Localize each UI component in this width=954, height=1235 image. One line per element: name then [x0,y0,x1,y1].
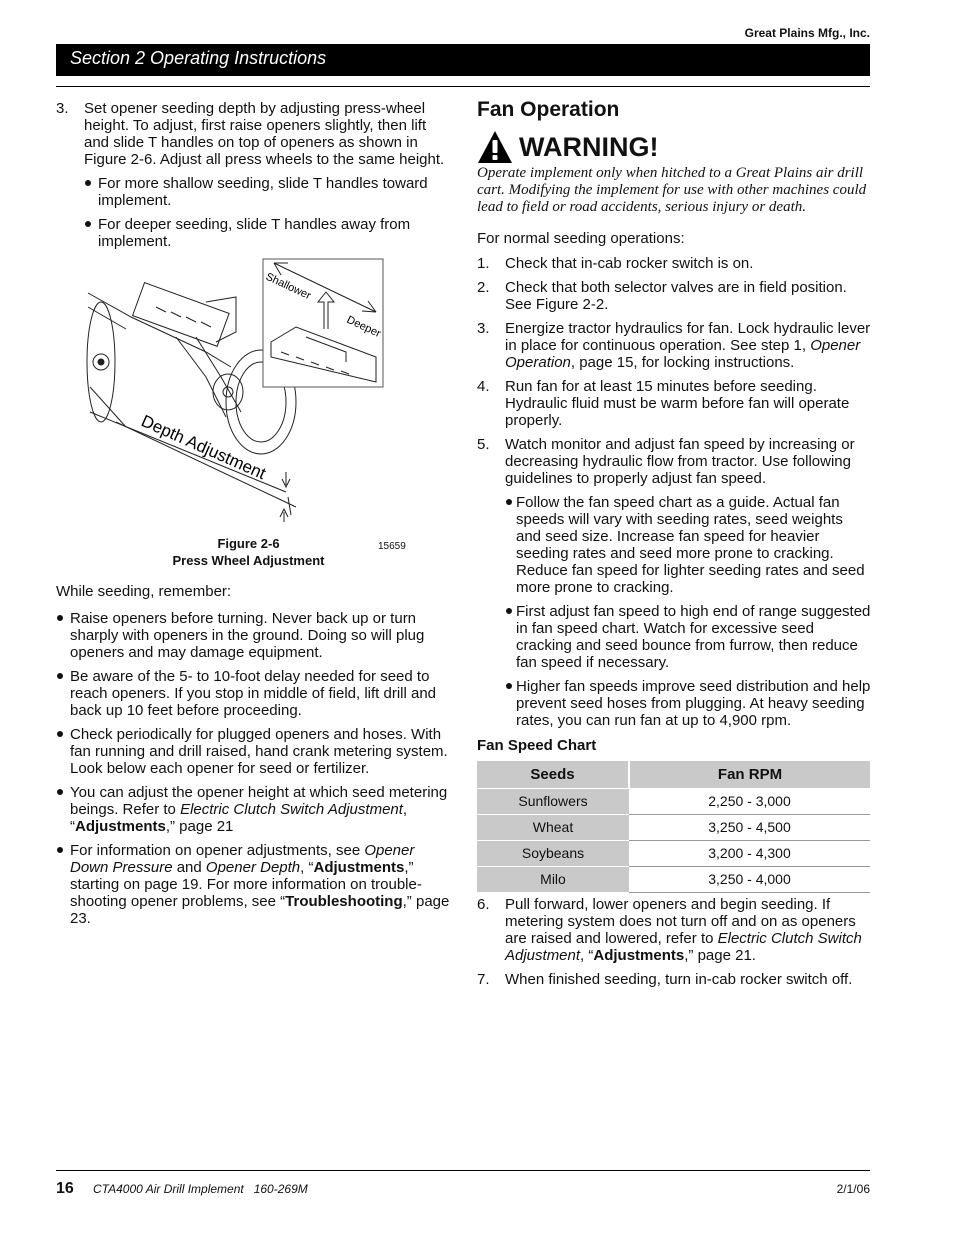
table-row [477,788,870,814]
cell-rpm: 3,250 - 4,000 [629,866,870,892]
cell-rpm: 3,200 - 4,300 [629,840,870,866]
label-shallower: Shallower [263,270,313,303]
text-run: ,” page 21. [684,946,756,964]
cell-rpm: 2,250 - 3,000 [629,788,870,814]
warning-text: Operate implement only when hitched to a Great Plains air drill cart. Modifying the implement for use with other machines could lead to field or road accidents, serious injury or death. [477,165,867,215]
bullet-opener-info [56,842,451,927]
company-name: Great Plains Mfg., Inc. [744,26,870,40]
ref-adjustments[interactable]: Adjustments [313,859,405,876]
figure-press-wheel-adjustment [56,257,451,577]
right-column [477,97,872,995]
step-number: 5. [477,436,490,453]
label-depth-adjustment: Depth Adjustment [138,411,269,484]
step-number: 3. [56,100,69,117]
text-run: , “ [580,946,594,964]
warning-icon [477,129,513,165]
ref-adjustments[interactable]: Adjustments [593,946,685,964]
step-text: Check that both selector valves are in field position. See Figure 2-2. [505,279,847,313]
text-run: Energize tractor hydraulics for fan. Lock hydraulic lever in place for continuous operation. See step 1, [505,320,871,354]
figure-title: Press Wheel Adjustment [172,553,325,568]
text-run: , “ [300,859,314,876]
bullet-raise-openers: Raise openers before turning. Never back up or turn sharply with openers in the ground. Doing so will plug openers and may damage equipment. [56,610,451,661]
step-number: 2. [477,279,490,296]
header-fan-rpm: Fan RPM [629,761,870,788]
step-3-opener-depth [56,100,451,168]
table-row [477,840,870,866]
header-rule [56,86,870,87]
section-header: Section 2 Operating Instructions [56,44,870,76]
step-5 [477,436,872,487]
text-run: For information on opener adjustments, see [70,842,365,859]
ref-opener-depth[interactable]: Opener Depth [205,859,301,876]
fan-operation-heading: Fan Operation [477,98,620,121]
header-seeds: Seeds [477,761,629,788]
bullet-check-plugged: Check periodically for plugged openers and hoses. With fan running and drill raised, hand crank metering system. Look below each opener for seed or fertilizer. [56,726,451,777]
cell-seed: Soybeans [477,840,629,866]
figure-caption [151,535,346,569]
seeding-intro: For normal seeding operations: [477,230,685,247]
step-text: Watch monitor and adjust fan speed by increasing or decreasing hydraulic flow from tractor. Use following guidelines to properly adjust fan speed. [505,436,855,487]
text-run: , “ [70,801,408,835]
fan-speed-chart-title: Fan Speed Chart [477,737,597,754]
ref-opener-down-pressure[interactable]: Opener Down Pressure [70,842,415,876]
step-text: Set opener seeding depth by adjusting press-wheel height. To adjust, first raise openers slightly, then lift and slide T handles on top of openers as shown in Figure 2-6. Adjust all press wheels to the same height. [84,100,445,168]
bullet-shallow: For more shallow seeding, slide T handles toward implement. [84,175,451,209]
figure-number: Figure 2-6 [217,536,280,551]
bullet-deeper: For deeper seeding, slide T handles away from implement. [84,216,451,250]
step-number: 6. [477,895,490,913]
remember-intro: While seeding, remember: [56,583,232,600]
fan-speed-bullets [505,494,872,729]
table-row [477,814,870,840]
fan-speed-table [477,761,870,893]
ref-troubleshooting[interactable]: Troubleshooting [285,893,403,910]
step-3 [477,320,872,371]
step-2 [477,279,872,313]
press-wheel-illustration [56,257,451,537]
page-number: 16 [56,1180,74,1197]
step-text: Run fan for at least 15 minutes before seeding. Hydraulic fluid must be warm before fan will operate properly. [505,378,850,429]
document-date: 2/1/06 [836,1182,870,1196]
step-number: 4. [477,378,490,395]
text-run: , page 15, for locking instructions. [570,354,795,371]
figure-id: 15659 [378,541,406,552]
step-text: When finished seeding, turn in-cab rocker switch off. [505,970,853,988]
step-4 [477,378,872,429]
table-header-row [477,761,870,788]
bullet-high-end: First adjust fan speed to high end of range suggested in fan speed chart. Watch for excessive seed cracking and seed bounce from furrow, then reduce fan speed if necessary. [505,603,872,671]
step-1 [477,255,872,272]
text-run: ,” starting on page 19. For more information on trouble-shooting opener problems, see “ [70,859,422,910]
text-run: ,” page 23. [70,893,450,927]
cell-seed: Milo [477,866,629,892]
bullet-seed-delay: Be aware of the 5- to 10-foot delay needed for seed to reach openers. If you stop in middle of field, lift drill and back up 10 feet before proceeding. [56,668,451,719]
step-6 [477,896,872,964]
depth-bullets [84,175,451,250]
bullet-chart-guide: Follow the fan speed chart as a guide. Actual fan speeds will vary with seeding rates, seed weights and seed size. Increase fan speed for heavier seeding rates and seed more prone to cracking. Reduce fan speed for lighter seeding rates and seed more prone to cracking. [505,494,872,596]
step-7 [477,971,872,988]
warning-header [477,129,872,165]
ref-opener-operation[interactable]: Opener Operation [505,337,861,371]
cell-seed: Wheat [477,814,629,840]
text-run: You can adjust the opener height at which seed metering beings. Refer to [70,784,448,818]
label-deeper: Deeper [344,313,383,340]
document-title: CTA4000 Air Drill Implement 160-269M [93,1182,308,1196]
warning-title: WARNING! [519,131,659,162]
cell-rpm: 3,250 - 4,500 [629,814,870,840]
ref-electric-clutch[interactable]: Electric Clutch Switch Adjustment [505,929,862,964]
step-number: 3. [477,320,490,337]
text-run: ,” page 21 [165,818,234,835]
ref-adjustments[interactable]: Adjustments [75,818,166,835]
step-text: Check that in-cab rocker switch is on. [505,255,754,272]
table-row [477,866,870,892]
text-run: and [172,859,206,876]
text-run: Pull forward, lower openers and begin seeding. If metering system does not turn off and on as openers are raised and lowered, refer to [505,895,856,947]
left-column [56,100,451,934]
bullet-opener-height [56,784,451,835]
step-number: 7. [477,970,490,988]
step-number: 1. [477,255,490,272]
cell-seed: Sunflowers [477,788,629,814]
footer-rule [56,1170,870,1171]
bullet-higher-speeds: Higher fan speeds improve seed distribution and help prevent seed hoses from plugging. At heavy seeding rates, you can run fan at up to 4,900 rpm. [505,678,872,729]
ref-electric-clutch[interactable]: Electric Clutch Switch Adjustment [180,801,403,818]
